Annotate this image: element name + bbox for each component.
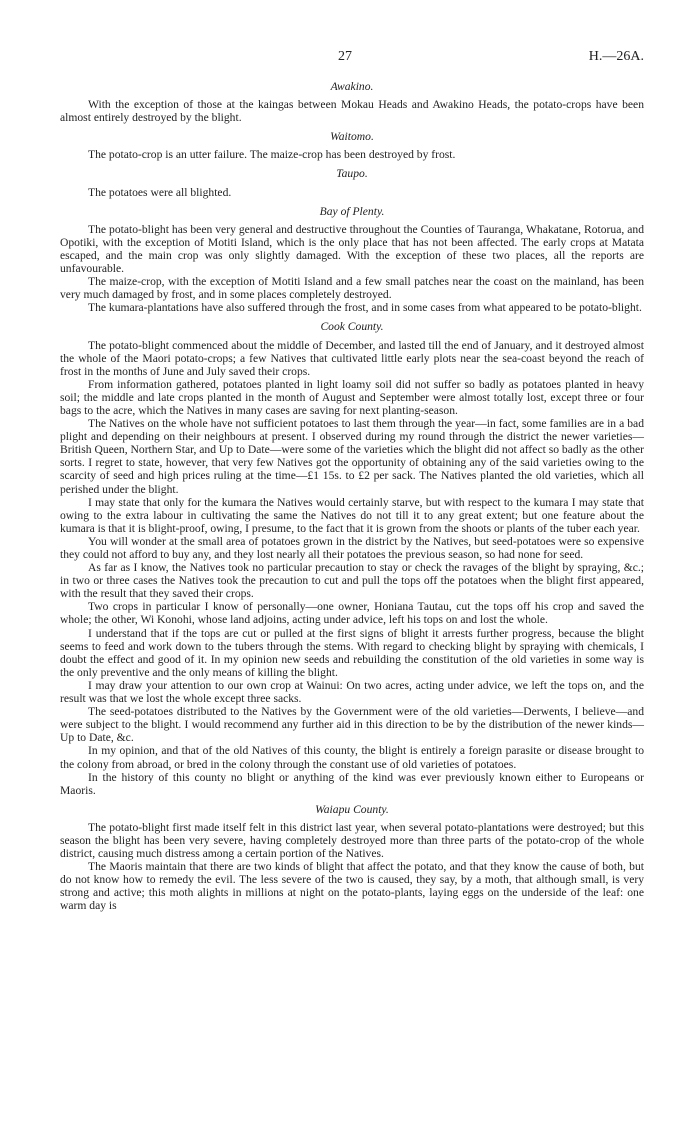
body-paragraph: I may state that only for the kumara the Natives would certainly starve, but with respect to the kumara I may state that owing to the extra labour in cultivating the same the Natives do not till it to any great extent; but one feature about the kumara is that it is blight-proof, owing, I presume, to the fact that it is grown from the shoots or plants of the tuber each year. xyxy=(60,495,644,535)
body-paragraph: As far as I know, the Natives took no particular precaution to stay or check the ravages of the blight by spraying, &c.; in two or three cases the Natives took the precaution to cut and pull the tops off the potatoes when the blight first appeared, with the result that they saved their crops. xyxy=(60,561,644,601)
document-reference: H.—26A. xyxy=(588,49,644,64)
body-paragraph: The potato-crop is an utter failure. The maize-crop has been destroyed by frost. xyxy=(88,148,456,162)
body-paragraph: The kumara-plantations have also suffered through the frost, and in some cases from what appeared to be potato-blight. xyxy=(88,301,642,315)
body-paragraph: From information gathered, potatoes planted in light loamy soil did not suffer so badly as potatoes planted in heavy soil; the middle and late crops planted in the month of August and September were almost totally lost, except three or four bags to the acre, which the Natives in many cases are saving for next planting-season. xyxy=(60,377,644,417)
body-paragraph: With the exception of those at the kaingas between Mokau Heads and Awakino Heads, the potato-crops have been almost entirely destroyed by the blight. xyxy=(60,98,644,125)
report-section xyxy=(60,320,644,796)
body-paragraph: I understand that if the tops are cut or pulled at the first signs of blight it arrests further progress, because the blight seems to feed and work down to the tubers through the stems. With regard to checking blight by spraying with chemicals, I doubt the effect and good of it. In my opinion new seeds and rebuilding the constitution of the old varieties in some way is the only preventive and the only means of killing the blight. xyxy=(60,626,644,679)
body-paragraph: The potato-blight has been very general and destructive throughout the Counties of Tauranga, Whakatane, Rotorua, and Opotiki, with the exception of Motiti Island, which is the only place that has not been affected. The early crops at Matata escaped, and the main crop was only slightly damaged. With the exception of these two places, all the reports are unfavourable. xyxy=(60,222,644,276)
section-heading: Bay of Plenty. xyxy=(319,204,385,218)
body-paragraph: The potatoes were all blighted. xyxy=(88,185,232,199)
report-section xyxy=(60,80,644,124)
section-heading: Waitomo. xyxy=(330,130,374,144)
body-paragraph: Two crops in particular I know of personally—one owner, Honiana Tautau, cut the tops off his crop and saved the whole; the other, Wi Konohi, whose land adjoins, acting under advice, left his tops on and lost the whole. xyxy=(60,600,644,627)
body-paragraph: The Maoris maintain that there are two kinds of blight that affect the potato, and that they know the cause of both, but do not know how to remedy the evil. The less severe of the two is caused, they say, by a moth, that although small, is very strong and active; this moth alights in millions at night on the potato-plants, laying eggs on the underside of the leaf: one warm day is xyxy=(60,860,644,913)
report-section xyxy=(60,803,644,913)
body-paragraph: The potato-blight first made itself felt in this district last year, when several potato-plantations were destroyed; but this season the blight has been very severe, having completely destroyed more than three parts of the potato-crop of the whole district, causing much distress among a certain portion of the Natives. xyxy=(60,820,644,861)
body-paragraph: The seed-potatoes distributed to the Natives by the Government were of the old varieties—Derwents, I believe—and were subject to the blight. I would recommend any further aid in this direction to be by the distribution of the newer kinds—Up to Date, &c. xyxy=(60,705,644,745)
report-section xyxy=(60,130,644,161)
page-number: 27 xyxy=(338,49,352,64)
section-heading: Waiapu County. xyxy=(315,802,389,816)
page-header xyxy=(60,50,644,72)
section-heading: Cook County. xyxy=(320,320,384,334)
section-heading: Awakino. xyxy=(330,80,374,93)
body-paragraph: The maize-crop, with the exception of Motiti Island and a few small patches near the coast on the mainland, has been very much damaged by frost, and in some places completely destroyed. xyxy=(60,275,644,302)
sections-container xyxy=(60,80,644,913)
body-paragraph: In my opinion, and that of the old Natives of this county, the blight is entirely a foreign parasite or disease brought to the colony from abroad, or bred in the colony through the constant use of old varieties of potatoes. xyxy=(60,744,644,771)
body-paragraph: You will wonder at the small area of potatoes grown in the district by the Natives, but seed-potatoes were so expensive they could not afford to buy any, and they lost nearly all their potatoes the previous season, so had none for seed. xyxy=(60,534,644,561)
body-paragraph: I may draw your attention to our own crop at Wainui: On two acres, acting under advice, we left the tops on, and the result was that we lost the whole except three sacks. xyxy=(60,678,644,706)
section-heading: Taupo. xyxy=(336,167,368,181)
report-section xyxy=(60,167,644,198)
report-section xyxy=(60,205,644,315)
body-paragraph: In the history of this county no blight or anything of the kind was ever previously known either to Europeans or Maoris. xyxy=(60,770,644,797)
body-paragraph: The Natives on the whole have not sufficient potatoes to last them through the year—in fact, some families are in a bad plight and depending on their neighbours at present. I observed during my round through the district the newer varieties—British Queen, Northern Star, and Up to Date—were some of the varieties which the blight did not affect so badly as the other sorts. I regret to state, however, that very few Natives got the opportunity of obtaining any of the said varieties owing to the scarcity of seed and high prices ruling at the time—£1 15s. to £2 per sack. The Natives planted the old varieties, which all perished under the blight. xyxy=(60,417,645,496)
body-paragraph: The potato-blight commenced about the middle of December, and lasted till the end of January, and it destroyed almost the whole of the Maori potato-crops; a few Natives that cultivated little early plots near the sea-coast beyond the reach of frost in the months of June and July saved their crops. xyxy=(60,338,644,378)
